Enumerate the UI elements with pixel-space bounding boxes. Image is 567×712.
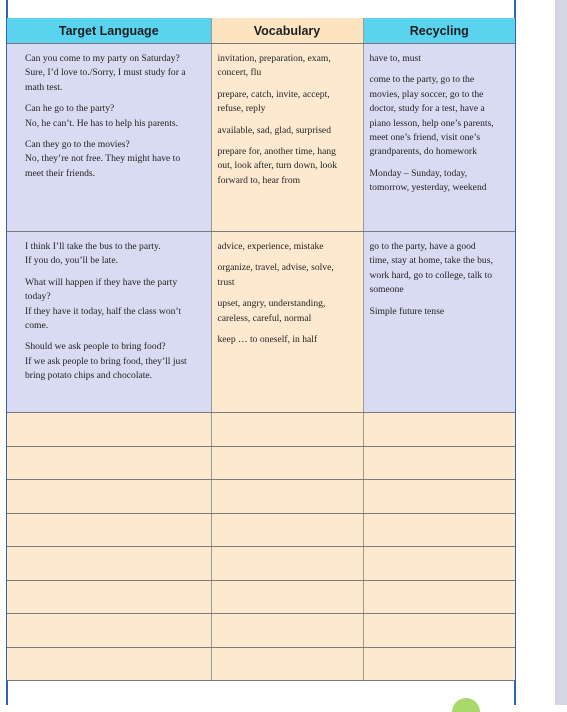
text-line: Can they go to the movies? xyxy=(25,139,130,151)
text-line: Can he go to the party? xyxy=(25,103,115,115)
text-line: work hard, go to college, talk to xyxy=(369,269,493,281)
blank-cell xyxy=(211,580,363,614)
blank-cell xyxy=(211,513,363,547)
target-language-cell xyxy=(7,232,211,413)
text-block xyxy=(218,88,357,117)
text-block xyxy=(25,52,205,95)
text-line: advice, experience, mistake xyxy=(217,241,324,252)
text-line: math test. xyxy=(25,81,63,93)
text-line: doctor, study for a test, have a xyxy=(369,103,485,115)
text-line: No, they’re not free. They might have to xyxy=(25,153,181,165)
text-line: piano lesson, help one’s parents, xyxy=(369,117,494,129)
text-line: Monday – Sunday, today, xyxy=(369,167,468,179)
text-line: careless, careful, normal xyxy=(217,312,312,324)
header-recycling: Recycling xyxy=(363,18,515,44)
text-line: Should we ask people to bring food? xyxy=(25,341,166,353)
text-line: Sure, I’d love to./Sorry, I must study for a xyxy=(25,67,186,79)
page-edge xyxy=(555,0,567,705)
text-block xyxy=(218,240,357,254)
blank-row xyxy=(7,513,515,547)
text-block xyxy=(25,102,205,131)
table-row xyxy=(7,232,515,413)
blank-cell xyxy=(363,480,515,514)
text-line: I think I’ll take the bus to the party. xyxy=(25,241,161,252)
text-line: meet one’s friend, visit one’s xyxy=(369,132,481,144)
blank-cell xyxy=(211,547,363,581)
blank-cell xyxy=(211,480,363,514)
blank-row xyxy=(7,446,515,480)
text-line: meet their friends. xyxy=(25,167,96,179)
blank-cell xyxy=(7,446,211,480)
recycling-cell xyxy=(363,44,515,232)
blank-row xyxy=(7,647,515,681)
blank-row xyxy=(7,413,515,447)
text-line: out, look after, turn down, look xyxy=(217,160,338,172)
text-block xyxy=(25,138,205,181)
vocabulary-cell xyxy=(211,44,363,232)
blank-cell xyxy=(363,614,515,648)
blank-cell xyxy=(211,413,363,447)
text-line: What will happen if they have the party xyxy=(25,276,178,288)
text-line: prepare, catch, invite, accept, xyxy=(217,88,330,100)
text-block xyxy=(370,52,510,66)
text-block xyxy=(25,276,205,334)
header-vocabulary: Vocabulary xyxy=(211,18,363,44)
text-block xyxy=(218,297,357,326)
blank-row xyxy=(7,614,515,648)
blank-cell xyxy=(363,580,515,614)
blank-row xyxy=(7,580,515,614)
syllabus-table xyxy=(7,18,515,681)
text-line: come to the party, go to the xyxy=(369,74,475,86)
text-line: time, stay at home, take the bus, xyxy=(369,255,493,267)
text-line: Can you come to my party on Saturday? xyxy=(25,53,180,64)
text-line: Simple future tense xyxy=(369,305,445,317)
text-block xyxy=(218,124,357,138)
target-language-cell xyxy=(7,44,211,232)
blank-cell xyxy=(7,413,211,447)
text-block xyxy=(218,333,357,347)
text-line: have to, must xyxy=(369,53,421,64)
blank-row xyxy=(7,547,515,581)
text-block xyxy=(370,240,510,298)
text-line: prepare for, another time, hang xyxy=(217,146,336,158)
text-line: someone xyxy=(369,284,404,296)
text-block xyxy=(218,145,357,188)
vocabulary-cell xyxy=(211,232,363,413)
blank-cell xyxy=(211,647,363,681)
text-line: come. xyxy=(25,320,49,332)
blank-cell xyxy=(7,547,211,581)
text-line: forward to, hear from xyxy=(217,174,301,186)
text-line: tomorrow, yesterday, weekend xyxy=(369,182,487,194)
header-row xyxy=(7,18,515,44)
text-line: available, sad, glad, surprised xyxy=(217,124,331,136)
text-line: movies, play soccer, go to the xyxy=(369,88,484,100)
blank-cell xyxy=(211,446,363,480)
text-line: invitation, preparation, exam, xyxy=(217,53,331,64)
blank-cell xyxy=(211,614,363,648)
blank-cell xyxy=(7,480,211,514)
blank-row xyxy=(7,480,515,514)
blank-cell xyxy=(363,446,515,480)
text-line: bring potato chips and chocolate. xyxy=(25,370,153,382)
text-line: If we ask people to bring food, they’ll just xyxy=(25,355,187,367)
text-line: No, he can’t. He has to help his parents. xyxy=(25,117,179,129)
text-block xyxy=(218,261,357,290)
text-line: today? xyxy=(25,291,51,303)
text-line: organize, travel, advise, solve, xyxy=(217,262,334,274)
blank-cell xyxy=(7,614,211,648)
text-block xyxy=(25,340,205,383)
blank-cell xyxy=(363,547,515,581)
text-line: upset, angry, understanding, xyxy=(217,298,326,310)
text-block xyxy=(370,305,510,319)
text-block xyxy=(370,73,510,159)
text-line: keep … to oneself, in half xyxy=(217,334,318,346)
text-line: grandparents, do homework xyxy=(369,146,477,158)
text-block xyxy=(218,52,357,81)
text-line: concert, flu xyxy=(217,67,262,79)
text-block xyxy=(25,240,205,269)
blank-cell xyxy=(7,513,211,547)
table-row xyxy=(7,44,515,232)
text-line: trust xyxy=(217,276,235,288)
blank-cell xyxy=(363,513,515,547)
text-line: If you do, you’ll be late. xyxy=(25,255,118,267)
text-block xyxy=(370,167,510,196)
recycling-cell xyxy=(363,232,515,413)
text-line: go to the party, have a good xyxy=(369,241,476,252)
blank-cell xyxy=(7,647,211,681)
blank-rows xyxy=(7,413,515,681)
blank-cell xyxy=(363,647,515,681)
blank-cell xyxy=(363,413,515,447)
text-line: If they have it today, half the class won’t xyxy=(25,305,182,317)
blank-cell xyxy=(7,580,211,614)
text-line: refuse, reply xyxy=(217,103,266,115)
header-target-language: Target Language xyxy=(7,18,211,44)
